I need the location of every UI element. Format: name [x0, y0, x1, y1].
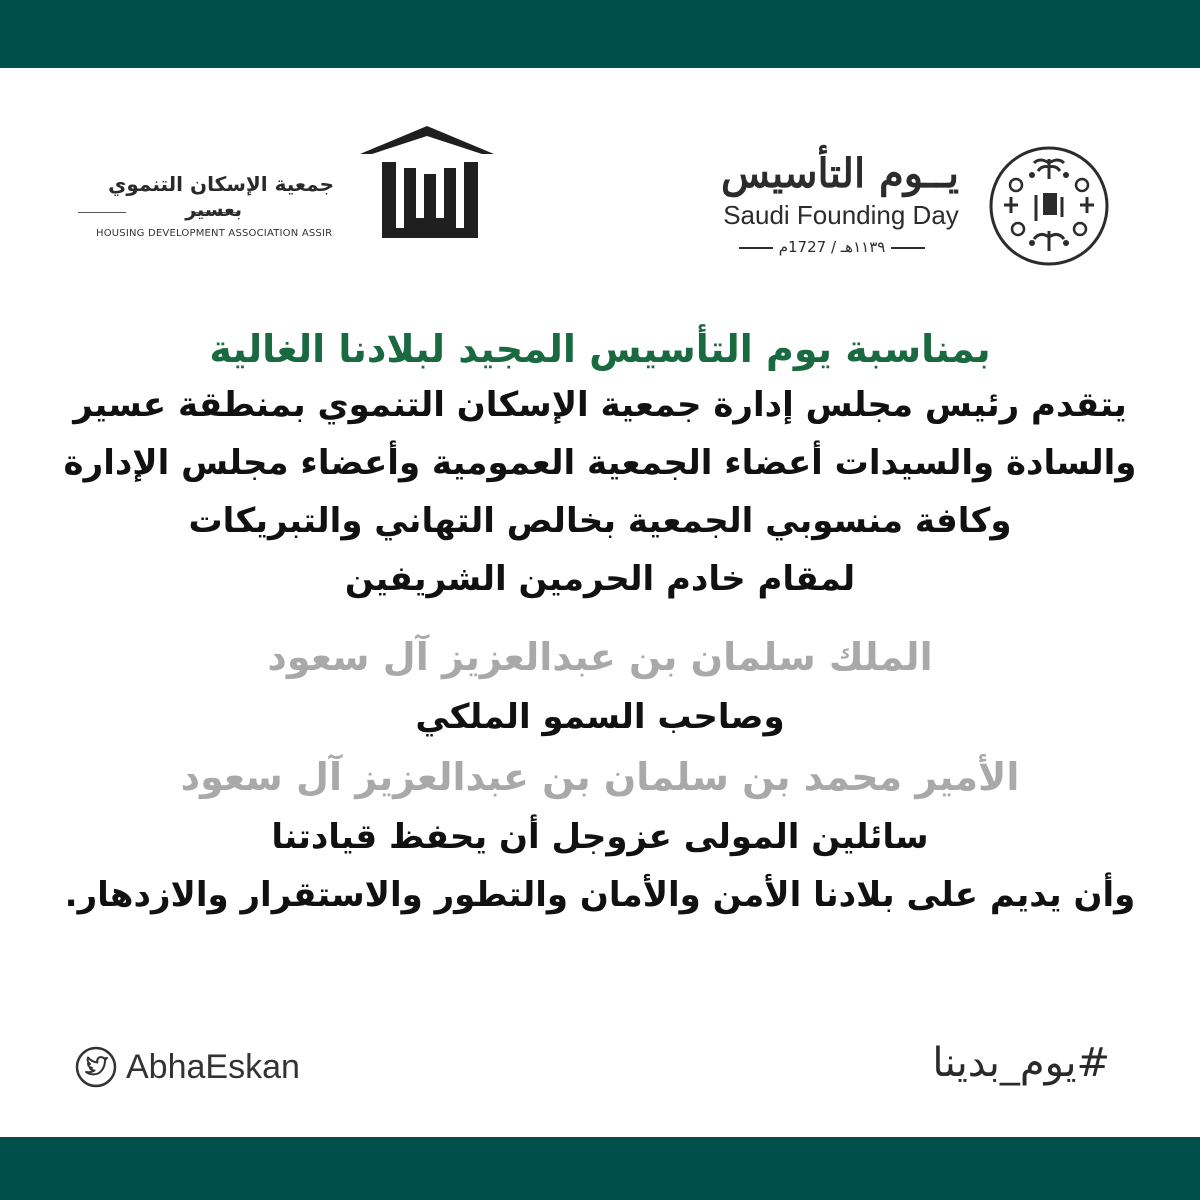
twitter-account[interactable]	[74, 1043, 300, 1091]
divider	[78, 212, 126, 213]
housing-association-name	[60, 172, 338, 242]
association-name-en: HOUSING DEVELOPMENT ASSOCIATION ASSIR	[96, 228, 333, 239]
founding-day-emblem-icon	[988, 145, 1110, 267]
bottom-band	[0, 1137, 1200, 1200]
message-heading: بمناسبة يوم التأسيس المجيد لبلادنا الغالية	[209, 327, 991, 371]
founding-day-date-text: ١١٣٩هـ / 1727م	[778, 238, 886, 256]
message-line: لمقام خادم الحرمين الشريفين	[344, 559, 856, 599]
message-line: وأن يديم على بلادنا الأمن والأمان والتطور والاستقرار والازدهار.	[64, 875, 1136, 915]
twitter-handle: AbhaEskan	[126, 1047, 300, 1086]
founding-day-title-en: Saudi Founding Day	[723, 200, 959, 230]
message-line: والسادة والسيدات أعضاء الجمعية العمومية وأعضاء مجلس الإدارة	[63, 443, 1137, 483]
king-name: الملك سلمان بن عبدالعزيز آل سعود	[267, 635, 933, 679]
greeting-message	[40, 327, 1160, 936]
hashtag: #يوم_بدينا	[932, 1040, 1110, 1086]
twitter-icon	[74, 1045, 118, 1089]
founding-day-title-ar: يــوم التأسيس	[720, 150, 960, 197]
message-line: سائلين المولى عزوجل أن يحفظ قيادتنا	[271, 817, 929, 857]
association-name-ar: جمعية الإسكان التنموي	[108, 172, 334, 196]
housing-logo-icon	[352, 124, 502, 242]
message-line: يتقدم رئيس مجلس إدارة جمعية الإسكان التنموي بمنطقة عسير	[73, 385, 1127, 425]
message-line: وصاحب السمو الملكي	[415, 697, 785, 737]
founding-day-date	[732, 238, 932, 256]
top-band	[0, 0, 1200, 68]
association-region-ar: بعسير	[185, 199, 242, 221]
message-line: وكافة منسوبي الجمعية بخالص التهاني والتبريكات	[188, 501, 1012, 541]
crown-prince-name: الأمير محمد بن سلمان بن عبدالعزيز آل سعود	[180, 755, 1020, 799]
